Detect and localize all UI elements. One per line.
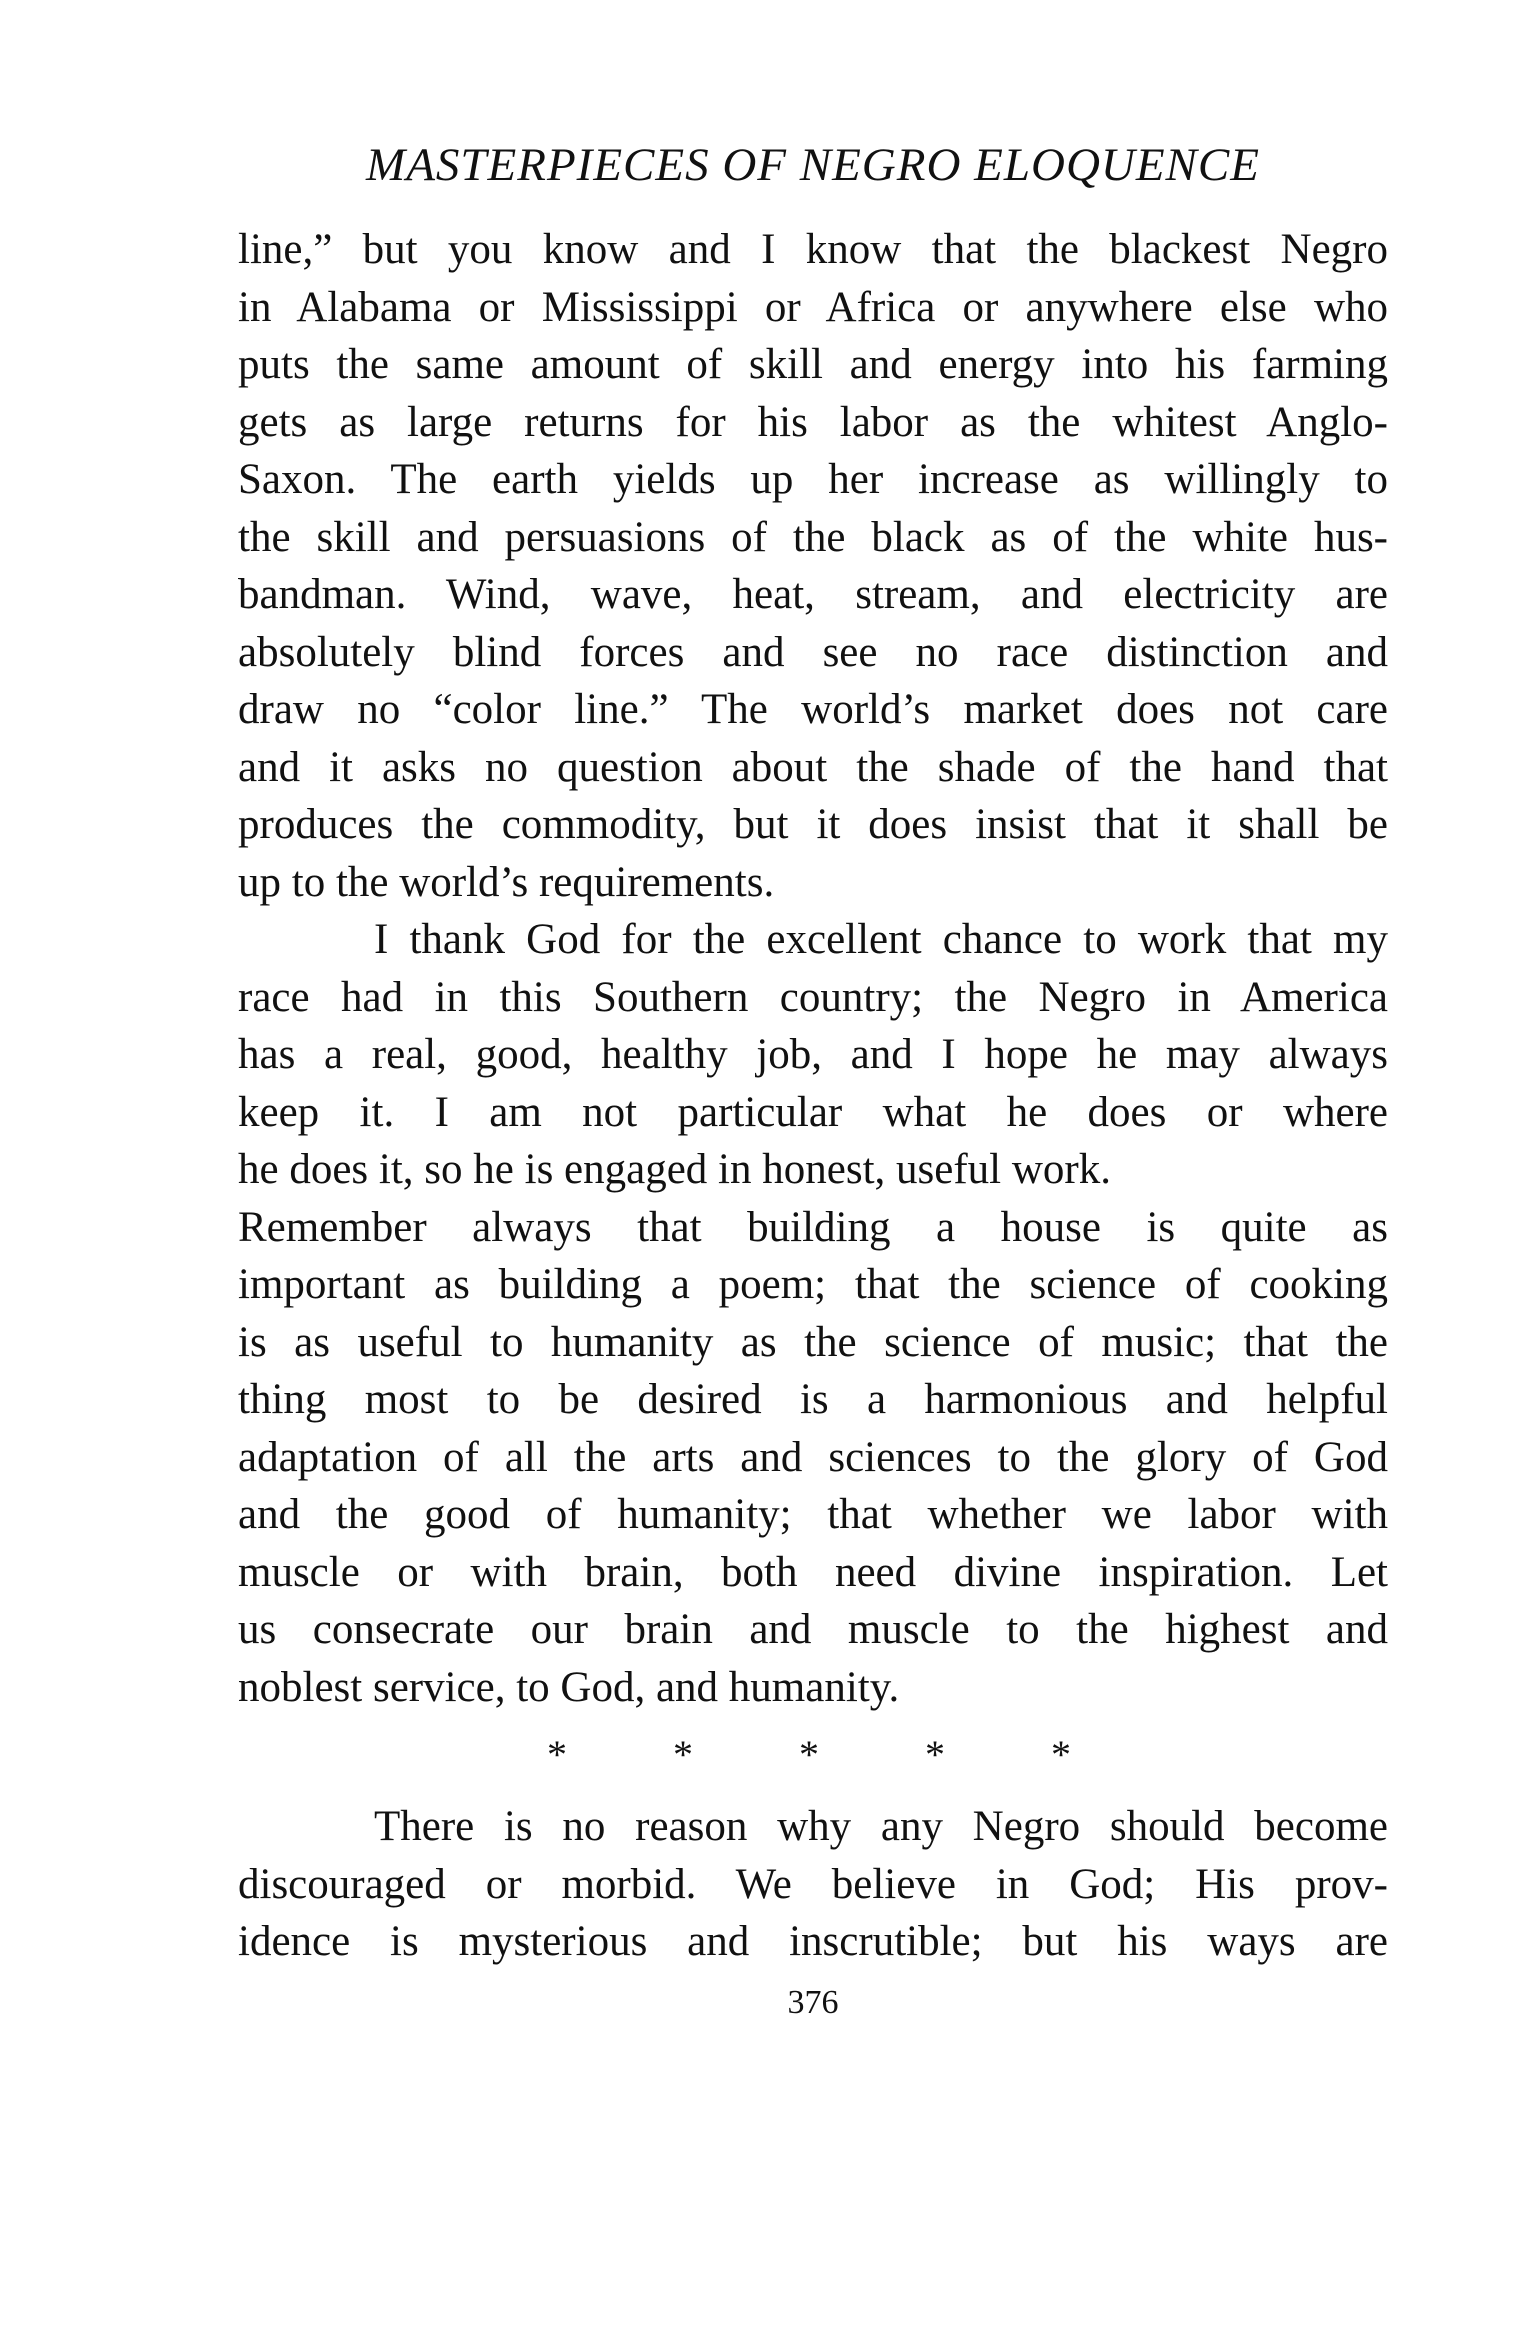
text-line: I thank God for the excellent chance to work that my [374, 916, 1388, 963]
text-line: and it asks no question about the shade of the hand that [238, 743, 1388, 791]
text-line: draw no “color line.” The world’s market does not care [238, 686, 1388, 733]
text-line: There is no reason why any Negro should become [374, 1803, 1388, 1850]
text-line: gets as large returns for his labor as the whitest Anglo- [238, 398, 1388, 446]
text-line: noblest service, to God, and humanity. [238, 1663, 900, 1711]
paragraph-3 [238, 1199, 1388, 1717]
text-line: adaptation of all the arts and sciences to the glory of God [238, 1433, 1388, 1481]
text-line: produces the commodity, but it does insist that it shall be [238, 801, 1388, 848]
text-line: muscle or with brain, both need divine inspiration. Let [238, 1548, 1388, 1596]
text-line: important as building a poem; that the science of cooking [238, 1261, 1388, 1308]
text-line: absolutely blind forces and see no race distinction and [238, 628, 1388, 676]
text-line: and the good of humanity; that whether we labor with [238, 1491, 1388, 1538]
paragraph-4 [238, 1798, 1388, 1971]
paragraph-2 [238, 911, 1388, 1199]
text-line: thing most to be desired is a harmonious and helpful [238, 1376, 1388, 1423]
text-line: bandman. Wind, wave, heat, stream, and electricity are [238, 571, 1388, 618]
text-line: the skill and persuasions of the black as of the white hus- [238, 513, 1388, 561]
text-line: race had in this Southern country; the Negro in America [238, 973, 1388, 1021]
book-page [238, 135, 1388, 2025]
text-line: puts the same amount of skill and energy into his farming [238, 341, 1388, 388]
text-line: Remember always that building a house is quite as [238, 1203, 1388, 1251]
text-line: is as useful to humanity as the science of music; that the [238, 1318, 1388, 1366]
section-separator: * * * * * [547, 1732, 1119, 1777]
text-line: keep it. I am not particular what he does or where [238, 1088, 1388, 1136]
text-line: up to the world’s requirements. [238, 858, 775, 906]
text-line: idence is mysterious and inscrutible; but his ways are [238, 1918, 1388, 1965]
text-line: in Alabama or Mississippi or Africa or anywhere else who [238, 283, 1388, 331]
page-number: 376 [787, 1983, 839, 2021]
text-line: Saxon. The earth yields up her increase as willingly to [238, 456, 1388, 503]
text-line: has a real, good, healthy job, and I hope he may always [238, 1031, 1388, 1078]
text-line: he does it, so he is engaged in honest, useful work. [238, 1146, 1111, 1193]
text-line: line,” but you know and I know that the blackest Negro [238, 226, 1388, 273]
body-text [238, 221, 1388, 1971]
paragraph-1 [238, 221, 1388, 911]
running-head: MASTERPIECES OF NEGRO ELOQUENCE [366, 139, 1260, 191]
text-line: discouraged or morbid. We believe in God; His prov- [238, 1860, 1388, 1908]
text-line: us consecrate our brain and muscle to the highest and [238, 1606, 1388, 1653]
